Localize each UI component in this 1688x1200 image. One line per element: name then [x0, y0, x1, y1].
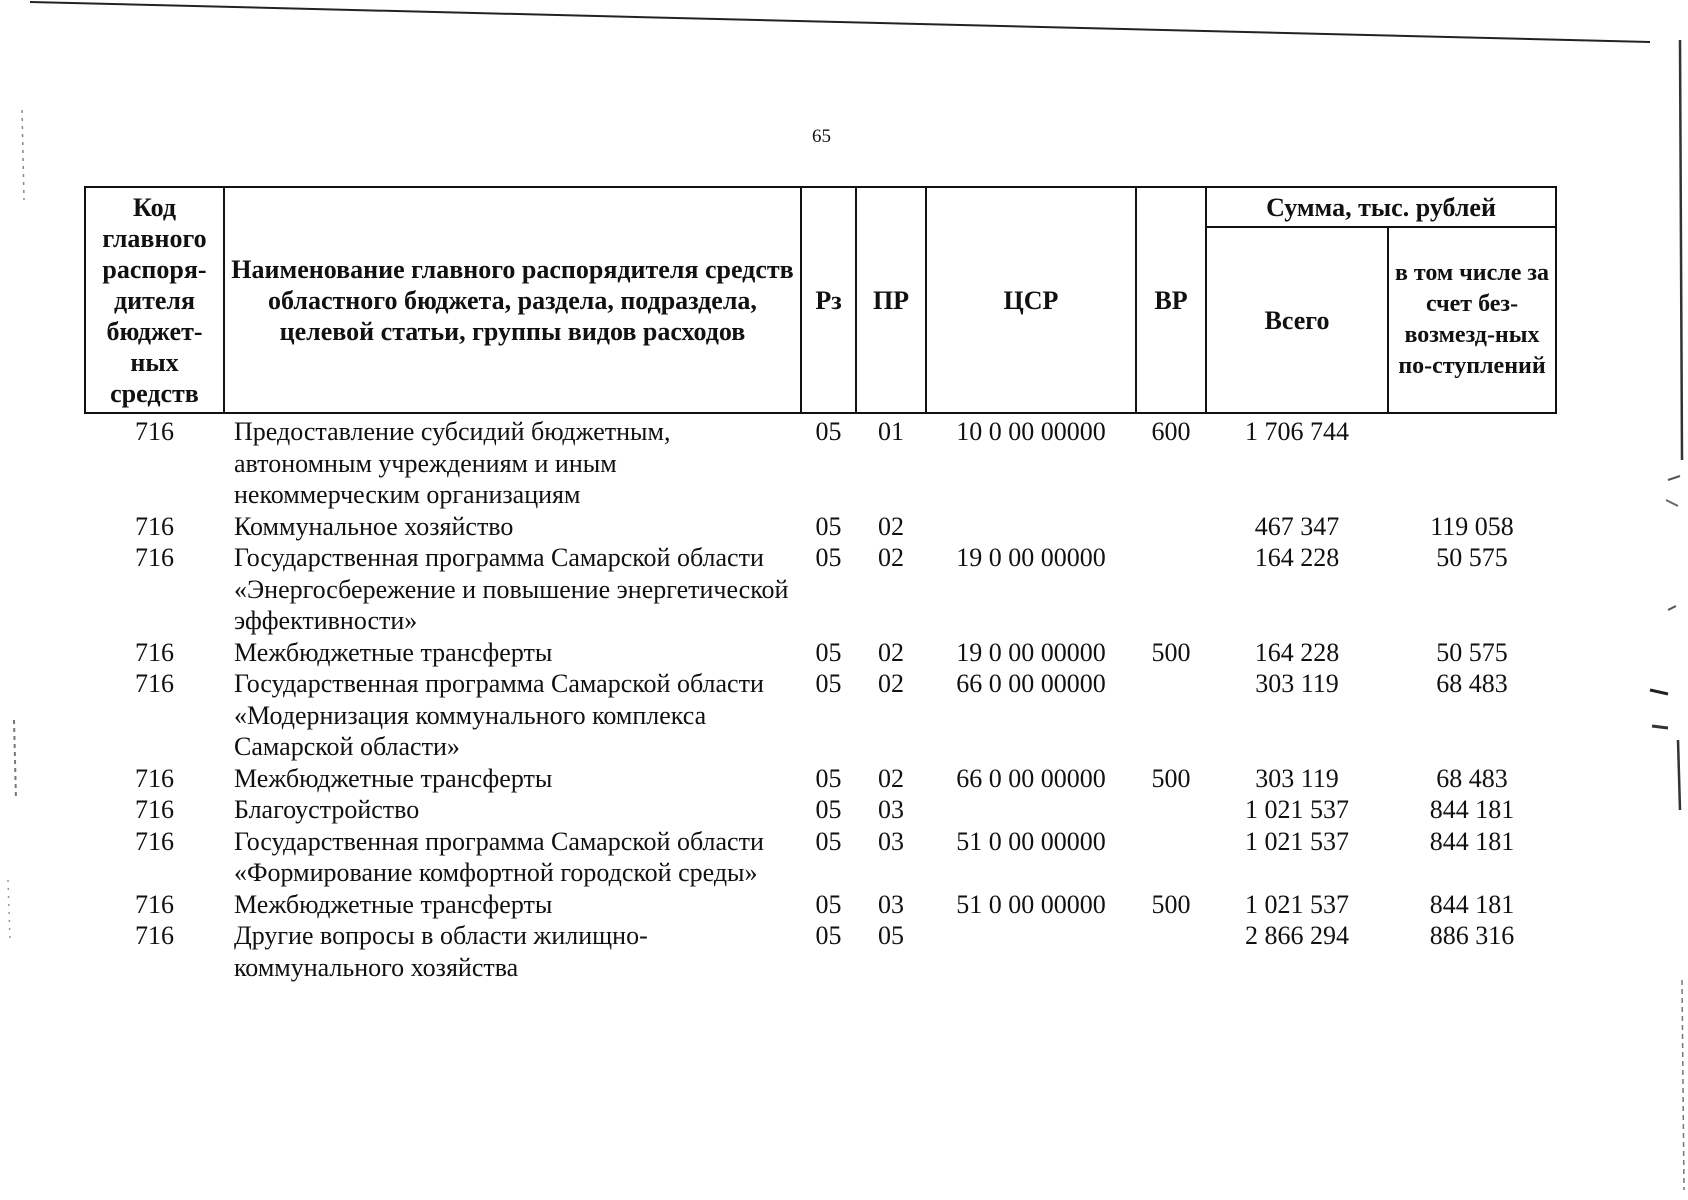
- cell-code: 716: [135, 417, 174, 446]
- cell-gratuitous: 844 181: [1429, 826, 1515, 856]
- cell-rz: 05: [815, 543, 842, 572]
- cell-total: 303 119: [1255, 763, 1339, 793]
- header-total: Всего: [1206, 227, 1388, 413]
- cell-pr: 02: [878, 511, 904, 541]
- cell-csr: 66 0 00 00000: [956, 669, 1106, 698]
- cell-pr: 05: [878, 921, 904, 950]
- cell-name: Государственная программа Самарской области «Энергосбережение и повышение энергетической эффективности»: [234, 543, 789, 635]
- cell-code: 716: [135, 637, 174, 667]
- table-row: [85, 794, 1556, 826]
- cell-name: Государственная программа Самарской области «Модернизация коммунального комплекса Самарской области»: [234, 669, 764, 761]
- cell-gratuitous: [1388, 413, 1556, 511]
- cell-name: Межбюджетные трансферты: [234, 763, 553, 793]
- cell-code: 716: [135, 921, 174, 950]
- cell-vr: [1136, 826, 1206, 889]
- cell-gratuitous: 50 575: [1436, 543, 1508, 572]
- table-row: [85, 511, 1556, 543]
- cell-total: 164 228: [1254, 543, 1340, 572]
- cell-vr: 500: [1151, 637, 1191, 667]
- cell-csr: 51 0 00 00000: [956, 826, 1106, 856]
- cell-csr: [926, 794, 1136, 826]
- cell-rz: 05: [815, 826, 842, 856]
- page-number: 65: [812, 126, 831, 147]
- cell-rz: 05: [815, 637, 842, 667]
- cell-total: 164 228: [1254, 637, 1340, 667]
- cell-rz: 05: [815, 763, 842, 793]
- cell-total: 303 119: [1255, 669, 1339, 698]
- cell-total: 1 021 537: [1245, 795, 1349, 824]
- header-code: Код главного распоря-дителя бюджет-ных средств: [85, 187, 224, 413]
- header-sum-group: Сумма, тыс. рублей: [1206, 187, 1556, 227]
- cell-name: Предоставление субсидий бюджетным, автономным учреждениям и иным некоммерческим организациям: [234, 417, 671, 509]
- cell-csr: 66 0 00 00000: [956, 763, 1106, 793]
- cell-name: Другие вопросы в области жилищно-коммунального хозяйства: [234, 921, 648, 982]
- cell-rz: 05: [815, 669, 842, 698]
- cell-vr: 500: [1151, 889, 1191, 919]
- cell-gratuitous: 886 316: [1429, 921, 1515, 950]
- cell-pr: 02: [878, 669, 904, 698]
- cell-pr: 02: [878, 763, 904, 793]
- table-row: [85, 826, 1556, 889]
- cell-pr: 03: [878, 795, 904, 824]
- cell-csr: [926, 920, 1136, 983]
- scan-marks-right: [1628, 0, 1688, 1200]
- cell-gratuitous: 50 575: [1436, 637, 1508, 667]
- cell-code: 716: [135, 889, 174, 919]
- cell-code: 716: [135, 763, 174, 793]
- cell-name: Межбюджетные трансферты: [234, 637, 553, 667]
- table-row: [85, 542, 1556, 637]
- cell-rz: 05: [815, 511, 842, 541]
- cell-code: 716: [135, 669, 174, 698]
- cell-gratuitous: 68 483: [1436, 763, 1508, 793]
- cell-pr: 03: [878, 826, 904, 856]
- cell-code: 716: [135, 826, 174, 856]
- cell-vr: 600: [1151, 417, 1191, 446]
- cell-vr: [1136, 668, 1206, 763]
- cell-total: 467 347: [1254, 511, 1340, 541]
- cell-rz: 05: [815, 417, 842, 446]
- table-body: [85, 413, 1556, 983]
- cell-name: Межбюджетные трансферты: [234, 889, 553, 919]
- cell-csr: 10 0 00 00000: [956, 417, 1106, 446]
- cell-total: 2 866 294: [1245, 921, 1349, 950]
- cell-pr: 02: [878, 543, 904, 572]
- cell-csr: 19 0 00 00000: [956, 637, 1106, 667]
- cell-csr: 51 0 00 00000: [956, 889, 1106, 919]
- cell-gratuitous: 844 181: [1429, 889, 1515, 919]
- cell-name: Коммунальное хозяйство: [234, 511, 514, 541]
- cell-gratuitous: 119 058: [1430, 511, 1514, 541]
- header-pr: ПР: [856, 187, 926, 413]
- cell-name: Государственная программа Самарской области «Формирование комфортной городской среды»: [234, 826, 764, 887]
- cell-total: 1 021 537: [1245, 889, 1349, 919]
- cell-code: 716: [135, 511, 174, 541]
- table-row: [85, 637, 1556, 669]
- cell-rz: 05: [815, 889, 842, 919]
- cell-code: 716: [135, 795, 174, 824]
- cell-pr: 02: [878, 637, 904, 667]
- cell-name: Благоустройство: [234, 795, 420, 824]
- budget-table: [84, 186, 1557, 983]
- header-name: Наименование главного распорядителя средств областного бюджета, раздела, подраздела, целевой статьи, группы видов расходов: [224, 187, 801, 413]
- table-row: [85, 763, 1556, 795]
- cell-code: 716: [135, 543, 174, 572]
- cell-vr: [1136, 920, 1206, 983]
- cell-csr: [926, 511, 1136, 543]
- cell-pr: 03: [878, 889, 904, 919]
- cell-gratuitous: 844 181: [1429, 795, 1515, 824]
- table-row: [85, 668, 1556, 763]
- cell-csr: 19 0 00 00000: [956, 543, 1106, 572]
- scan-marks-left: [0, 0, 40, 1200]
- cell-total: 1 706 744: [1245, 417, 1349, 446]
- cell-vr: [1136, 511, 1206, 543]
- scan-edge-top: [30, 0, 1680, 44]
- table-row: [85, 413, 1556, 511]
- table-row: [85, 920, 1556, 983]
- table-row: [85, 889, 1556, 921]
- header-csr: ЦСР: [926, 187, 1136, 413]
- cell-pr: 01: [878, 417, 904, 446]
- header-vr: ВР: [1136, 187, 1206, 413]
- cell-rz: 05: [815, 795, 842, 824]
- cell-total: 1 021 537: [1245, 826, 1349, 856]
- cell-vr: [1136, 542, 1206, 637]
- header-rz: Рз: [801, 187, 856, 413]
- header-gratuitous: в том числе за счет без-возмезд-ных по-ступлений: [1388, 227, 1556, 413]
- cell-rz: 05: [815, 921, 842, 950]
- cell-vr: 500: [1151, 763, 1191, 793]
- cell-gratuitous: 68 483: [1436, 669, 1508, 698]
- cell-vr: [1136, 794, 1206, 826]
